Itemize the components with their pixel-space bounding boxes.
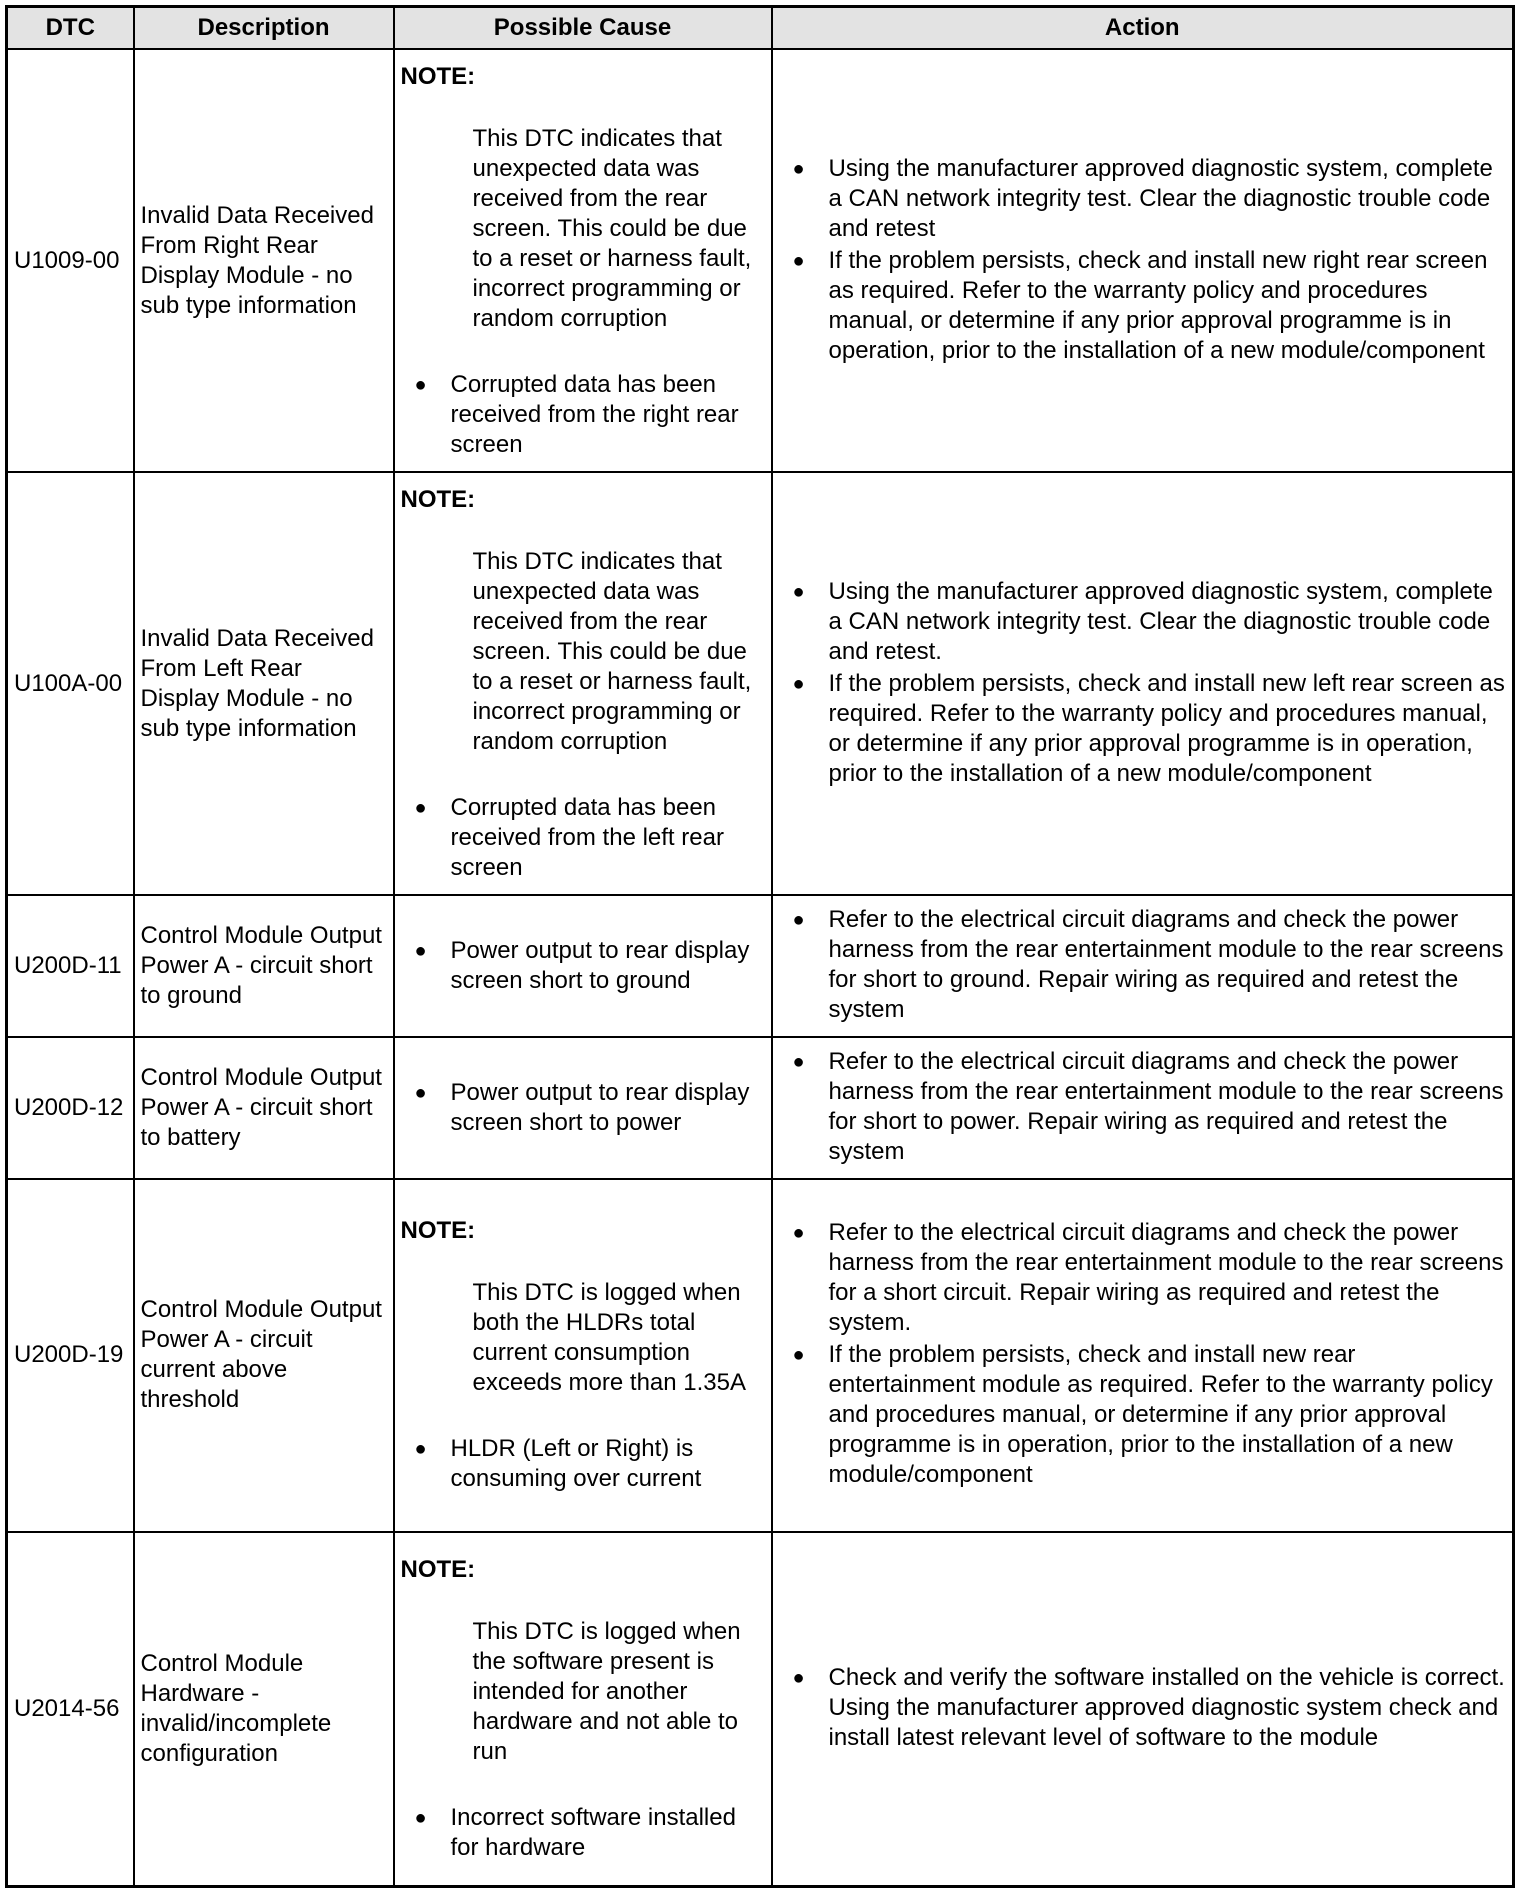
possible-cause	[394, 1532, 772, 1886]
dtc-code: U200D-12	[7, 1037, 134, 1179]
note-label: NOTE:	[400, 485, 476, 513]
action-item: ● Check and verify the software installed on the vehicle is correct. Using the manufacturer approved diagnostic system check and install latest relevant level of software to the module	[779, 1663, 1507, 1753]
dtc-code: U200D-19	[7, 1179, 134, 1532]
dtc-description: Control Module Output Power A - circuit short to ground	[134, 895, 394, 1037]
dtc-code: U1009-00	[7, 49, 134, 472]
action	[772, 895, 1514, 1037]
action-list	[779, 1218, 1507, 1490]
cause-list	[401, 793, 765, 883]
possible-cause	[394, 1179, 772, 1532]
action-list	[779, 1047, 1507, 1167]
cause-item: ● Power output to rear display screen short to ground	[401, 936, 765, 996]
header-dtc: DTC	[7, 7, 134, 50]
header-row	[7, 7, 1514, 50]
table-row	[7, 472, 1514, 895]
table-row	[7, 1179, 1514, 1532]
cause-item: ● Corrupted data has been received from the right rear screen	[401, 370, 765, 460]
cause-item: ● Incorrect software installed for hardware	[401, 1803, 765, 1863]
header-possible-cause: Possible Cause	[394, 7, 772, 50]
possible-cause	[394, 895, 772, 1037]
dtc-table	[5, 5, 1515, 1888]
action-item: ● Using the manufacturer approved diagnostic system, complete a CAN network integrity test. Clear the diagnostic trouble code and retest	[779, 154, 1507, 244]
possible-cause	[394, 1037, 772, 1179]
dtc-code: U2014-56	[7, 1532, 134, 1886]
note-label: NOTE:	[400, 1217, 476, 1245]
dtc-description: Control Module Hardware - invalid/incomplete configuration	[134, 1532, 394, 1886]
action-item: ● Refer to the electrical circuit diagrams and check the power harness from the rear entertainment module to the rear screens for short to ground. Repair wiring as required and retest the system	[779, 905, 1507, 1025]
note-text: This DTC indicates that unexpected data was received from the rear screen. This could be due to a reset or harness fault, incorrect programming or random corruption	[472, 547, 752, 755]
action-list	[779, 154, 1507, 366]
cause-list	[401, 1803, 765, 1863]
table-row	[7, 49, 1514, 472]
possible-cause	[394, 49, 772, 472]
cause-list	[401, 370, 765, 460]
cause-list	[401, 1434, 765, 1494]
dtc-description: Invalid Data Received From Left Rear Display Module - no sub type information	[134, 472, 394, 895]
action-list	[779, 577, 1507, 789]
table-row	[7, 1037, 1514, 1179]
action	[772, 49, 1514, 472]
action-item: ● Refer to the electrical circuit diagrams and check the power harness from the rear entertainment module to the rear screens for a short circuit. Repair wiring as required and retest the system.	[779, 1218, 1507, 1338]
cause-item: ● HLDR (Left or Right) is consuming over current	[401, 1434, 765, 1494]
table-row	[7, 1532, 1514, 1886]
dtc-description: Control Module Output Power A - circuit short to battery	[134, 1037, 394, 1179]
action-item: ● Using the manufacturer approved diagnostic system, complete a CAN network integrity test. Clear the diagnostic trouble code and retest.	[779, 577, 1507, 667]
cause-list	[401, 1078, 765, 1138]
dtc-description: Invalid Data Received From Right Rear Display Module - no sub type information	[134, 49, 394, 472]
action	[772, 1532, 1514, 1886]
action-item: ● If the problem persists, check and install new left rear screen as required. Refer to the warranty policy and procedures manual, or determine if any prior approval programme is in operation, prior to the installation of a new module/component	[779, 669, 1507, 789]
table-row	[7, 895, 1514, 1037]
dtc-code: U100A-00	[7, 472, 134, 895]
action-item: ● Refer to the electrical circuit diagrams and check the power harness from the rear entertainment module to the rear screens for short to power. Repair wiring as required and retest the system	[779, 1047, 1507, 1167]
action	[772, 1179, 1514, 1532]
header-action: Action	[772, 7, 1514, 50]
action-item: ● If the problem persists, check and install new right rear screen as required. Refer to the warranty policy and procedures manual, or determine if any prior approval programme is in operation, prior to the installation of a new module/component	[779, 246, 1507, 366]
dtc-code: U200D-11	[7, 895, 134, 1037]
cause-list	[401, 936, 765, 996]
action	[772, 472, 1514, 895]
note-label: NOTE:	[400, 62, 476, 90]
dtc-description: Control Module Output Power A - circuit current above threshold	[134, 1179, 394, 1532]
note-text: This DTC indicates that unexpected data was received from the rear screen. This could be due to a reset or harness fault, incorrect programming or random corruption	[472, 124, 752, 332]
action-item: ● If the problem persists, check and install new rear entertainment module as required. Refer to the warranty policy and procedures manual, or determine if any prior approval programme is in operation, prior to the installation of a new module/component	[779, 1340, 1507, 1490]
action	[772, 1037, 1514, 1179]
action-list	[779, 1663, 1507, 1753]
header-description: Description	[134, 7, 394, 50]
possible-cause	[394, 472, 772, 895]
note-text: This DTC is logged when the software present is intended for another hardware and not able to run	[472, 1618, 741, 1766]
note-text: This DTC is logged when both the HLDRs total current consumption exceeds more than 1.35A	[472, 1279, 747, 1397]
action-list	[779, 905, 1507, 1025]
note-label: NOTE:	[400, 1556, 476, 1584]
cause-item: ● Power output to rear display screen short to power	[401, 1078, 765, 1138]
cause-item: ● Corrupted data has been received from the left rear screen	[401, 793, 765, 883]
